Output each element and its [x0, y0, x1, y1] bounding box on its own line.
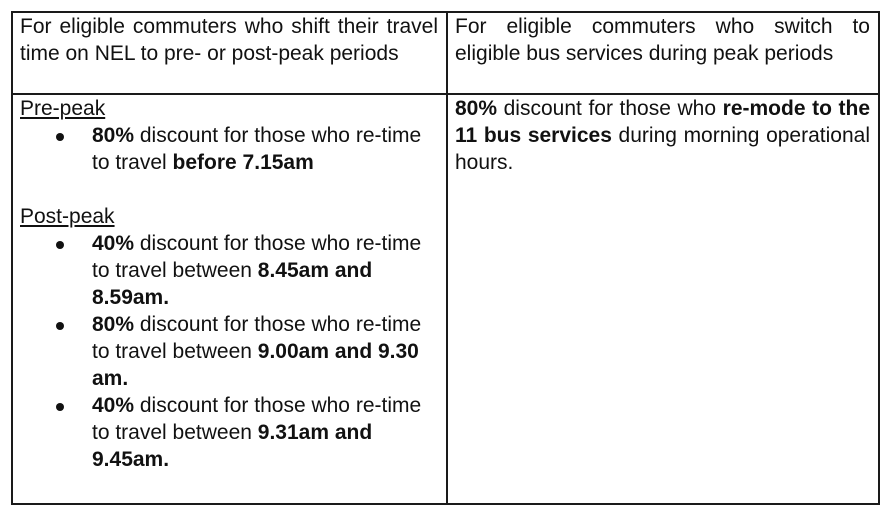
post-peak-list	[20, 230, 438, 473]
body-row	[12, 94, 879, 504]
item-time: before 7.15am	[172, 151, 314, 174]
pre-peak-list	[20, 122, 438, 176]
item-text: discount for those who re-time to travel between	[92, 313, 422, 363]
discount-value: 80%	[455, 97, 498, 120]
spacer	[20, 176, 438, 203]
discount-table	[11, 11, 880, 505]
header-left-cell: For eligible commuters who shift their travel time on NEL to pre- or post-peak periods	[12, 12, 447, 94]
right-body-cell	[447, 94, 879, 504]
discount-value: 80%	[92, 124, 135, 147]
bullet-icon	[56, 322, 64, 330]
list-item	[92, 311, 438, 392]
bullet-icon	[56, 403, 64, 411]
item-text: discount for those who re-time to travel between	[92, 232, 422, 282]
item-time: 8.45am and 8.59am.	[92, 259, 373, 309]
header-row	[12, 12, 879, 94]
post-peak-title: Post-peak	[20, 205, 115, 228]
list-item	[92, 230, 438, 311]
bullet-icon	[56, 241, 64, 249]
list-item	[92, 392, 438, 473]
bullet-icon	[56, 133, 64, 141]
discount-value: 80%	[92, 313, 135, 336]
item-text: during morning operational hours.	[455, 124, 870, 174]
item-text: discount for those who re-time to travel	[92, 124, 422, 174]
discount-value: 40%	[92, 394, 135, 417]
left-body-cell	[12, 94, 447, 504]
pre-peak-title: Pre-peak	[20, 97, 106, 120]
list-item	[92, 122, 438, 176]
bus-services-text: re-mode to the 11 bus services	[455, 97, 871, 147]
discount-value: 40%	[92, 232, 135, 255]
header-right-cell: For eligible commuters who switch to eligible bus services during peak periods	[447, 12, 879, 94]
item-text: discount for those who	[497, 97, 723, 120]
item-time: 9.00am and 9.30 am.	[92, 340, 419, 390]
item-text: discount for those who re-time to travel between	[92, 394, 422, 444]
item-time: 9.31am and 9.45am.	[92, 421, 373, 471]
